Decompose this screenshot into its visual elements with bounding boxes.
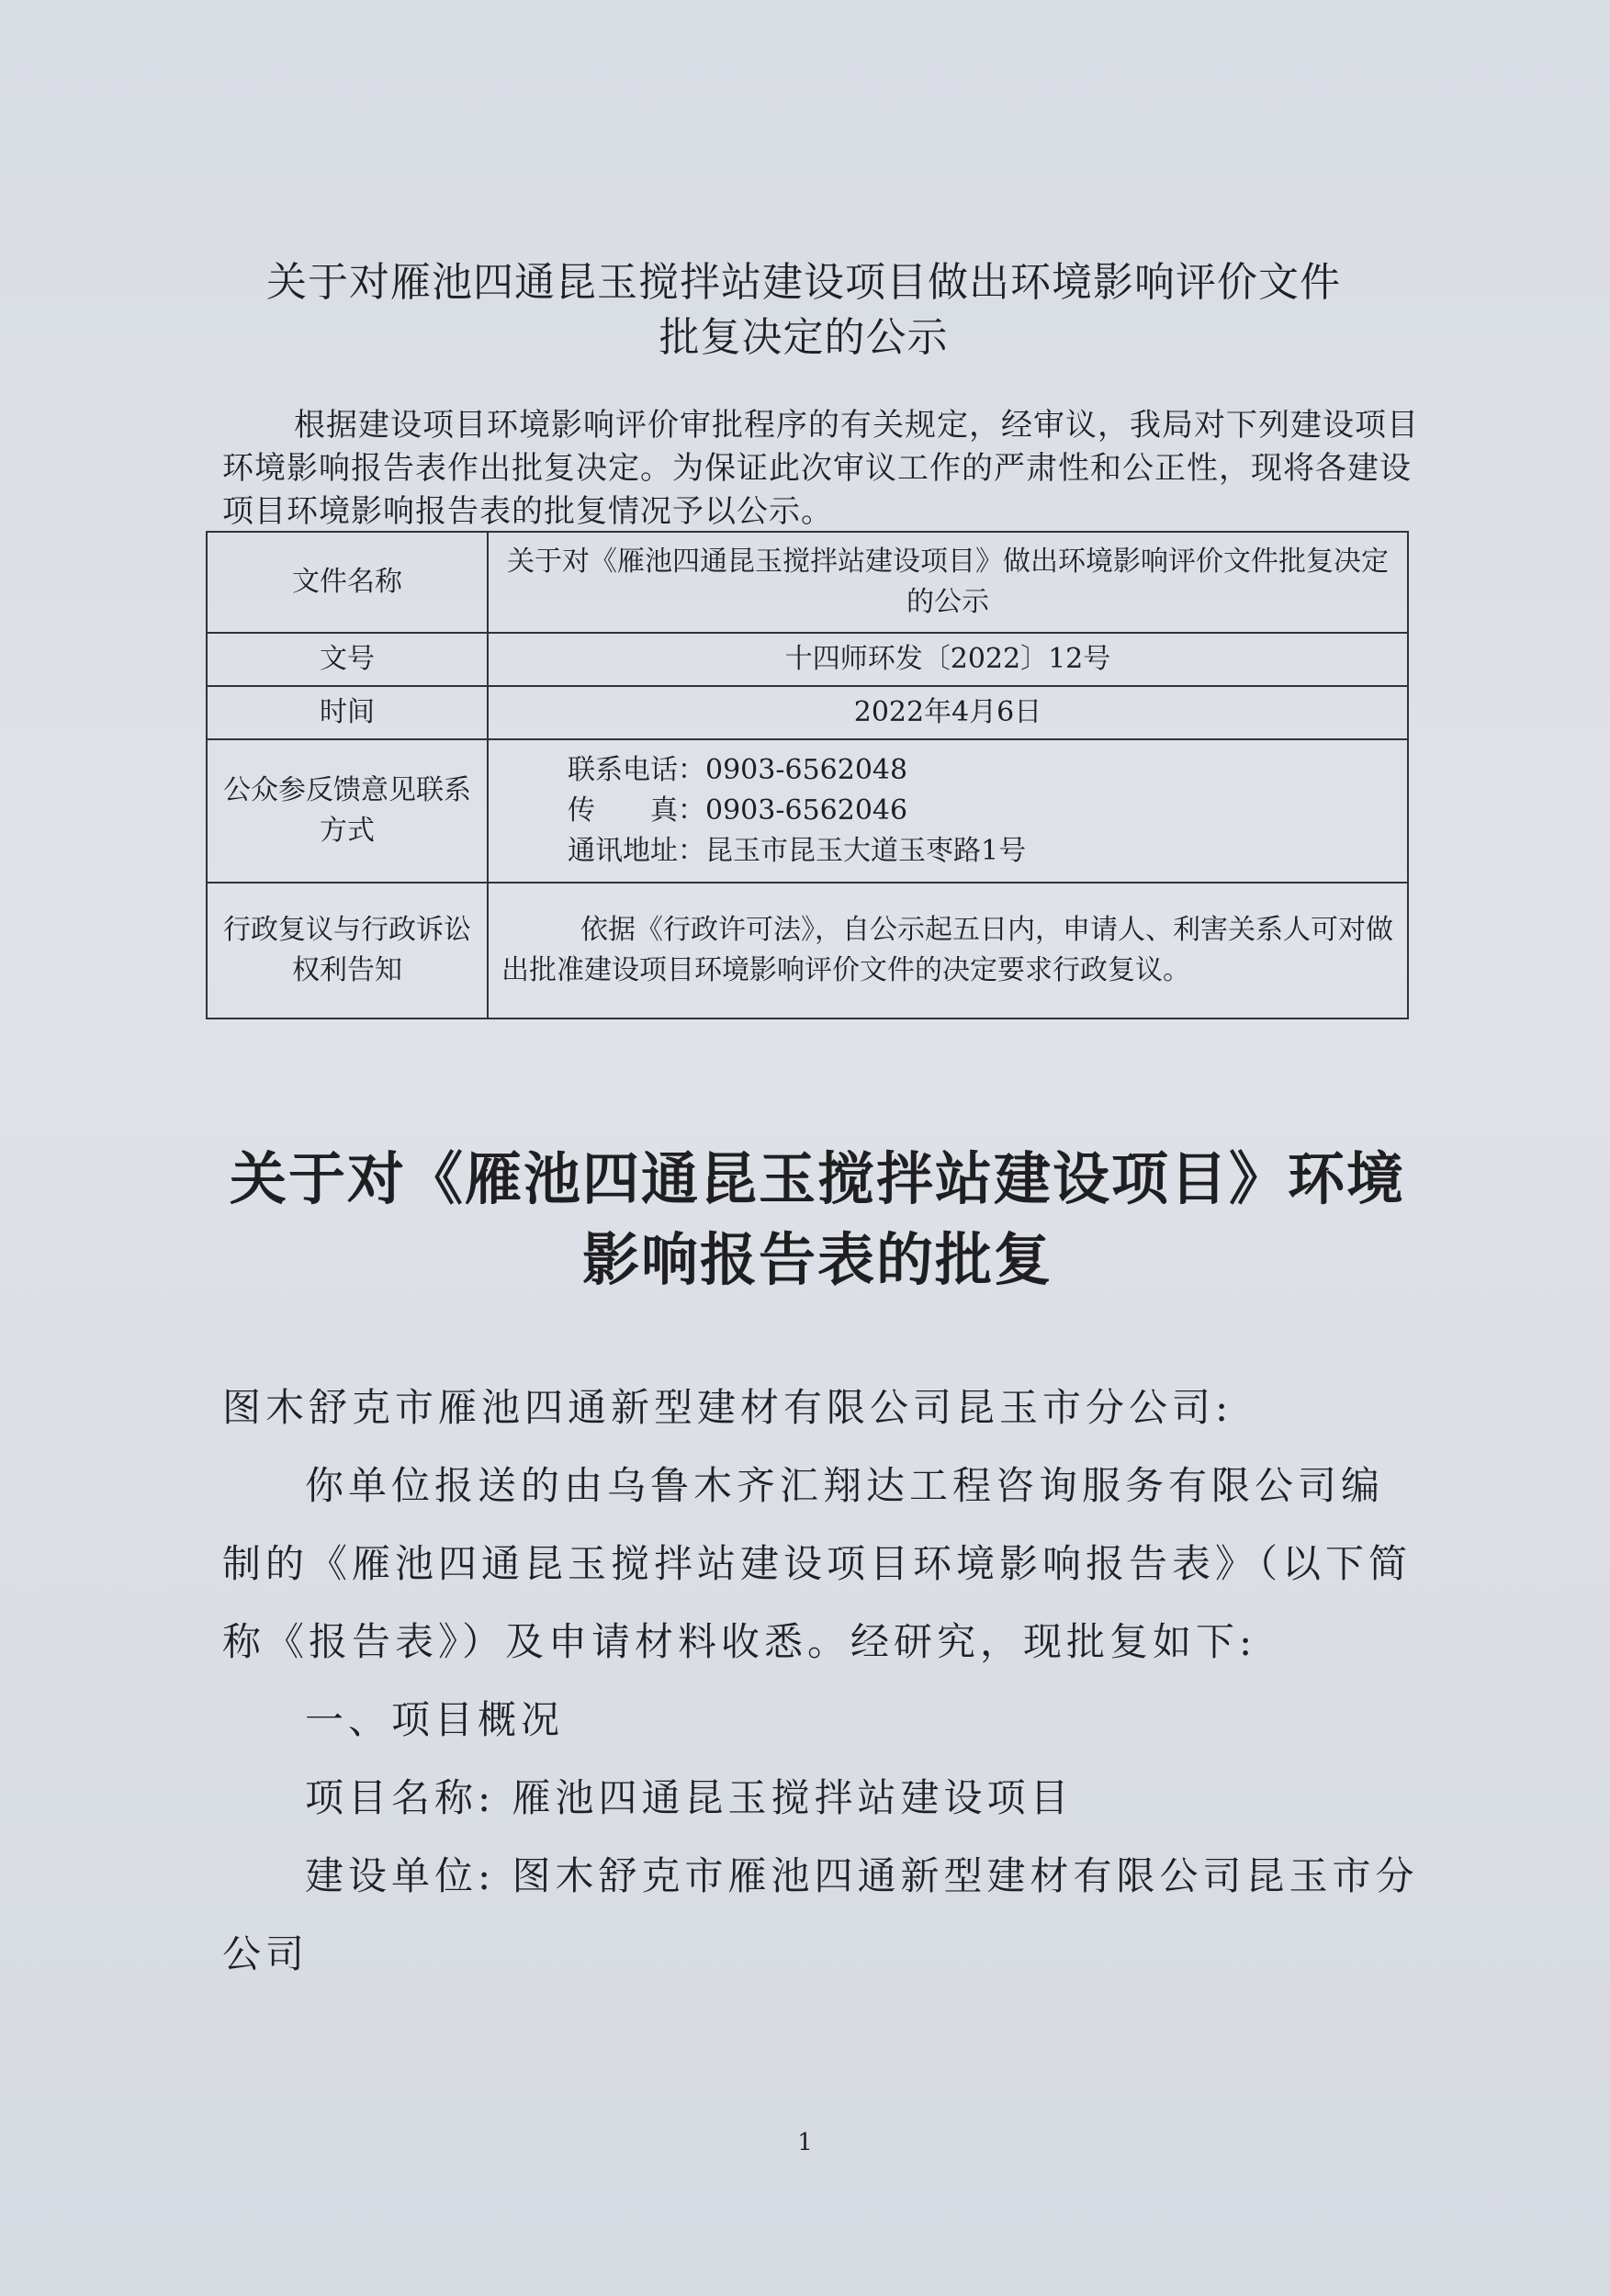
contact-phone: 联系电话：0903-6562048 xyxy=(568,754,908,786)
notice-table xyxy=(206,531,1409,1019)
doc-name-value: 关于对《雁池四通昆玉搅拌站建设项目》做出环境影响评价文件批复决定的公示 xyxy=(488,532,1408,633)
notice-intro: 根据建设项目环境影响评价审批程序的有关规定，经审议，我局对下列建设项目环境影响报告表作出批复决定。为保证此次审议工作的严肃性和公正性，现将各建设项目环境影响报告表的批复情况予以公示。 xyxy=(222,407,1419,530)
rights-label: 行政复议与行政诉讼权利告知 xyxy=(207,883,488,1019)
reply-body xyxy=(222,1368,1425,1993)
doc-no-label: 文号 xyxy=(207,633,488,686)
table-row xyxy=(207,532,1408,633)
table-row xyxy=(207,883,1408,1019)
contact-value xyxy=(488,739,1408,883)
contact-fax: 传 真：0903-6562046 xyxy=(568,794,908,827)
reply-project-name: 项目名称: 雁池四通昆玉搅拌站建设项目 xyxy=(305,1775,1074,1820)
table-row xyxy=(207,633,1408,686)
reply-title-line2: 影响报告表的批复 xyxy=(581,1226,1053,1293)
contact-label: 公众参反馈意见联系方式 xyxy=(207,739,488,883)
reply-builder: 建设单位: 图木舒克市雁池四通新型建材有限公司昆玉市分公司 xyxy=(222,1853,1419,1976)
notice-title-line1: 关于对雁池四通昆玉搅拌站建设项目做出环境影响评价文件 xyxy=(266,259,1341,306)
date-label: 时间 xyxy=(207,686,488,739)
doc-no-value: 十四师环发〔2022〕12号 xyxy=(488,633,1408,686)
contact-address: 通讯地址：昆玉市昆玉大道玉枣路1号 xyxy=(568,835,1027,867)
reply-addressee: 图木舒克市雁池四通新型建材有限公司昆玉市分公司: xyxy=(222,1385,1233,1430)
date-value: 2022年4月6日 xyxy=(488,686,1408,739)
table-row xyxy=(207,739,1408,883)
page-number: 1 xyxy=(797,2129,813,2156)
reply-title xyxy=(184,1139,1451,1300)
notice-title-line2: 批复决定的公示 xyxy=(659,314,949,361)
table-row xyxy=(207,686,1408,739)
reply-title-line1: 关于对《雁池四通昆玉搅拌站建设项目》环境 xyxy=(229,1145,1405,1212)
notice-title xyxy=(211,255,1396,366)
rights-value: 依据《行政许可法》，自公示起五日内，申请人、利害关系人可对做出批准建设项目环境影响评价文件的决定要求行政复议。 xyxy=(488,883,1408,1019)
doc-name-label: 文件名称 xyxy=(207,532,488,633)
reply-paragraph-1: 你单位报送的由乌鲁木齐汇翔达工程咨询服务有限公司编制的《雁池四通昆玉搅拌站建设项目环境影响报告表》（以下简称《报告表》）及申请材料收悉。经研究，现批复如下: xyxy=(222,1463,1413,1664)
reply-section-1: 一、项目概况 xyxy=(305,1697,565,1742)
